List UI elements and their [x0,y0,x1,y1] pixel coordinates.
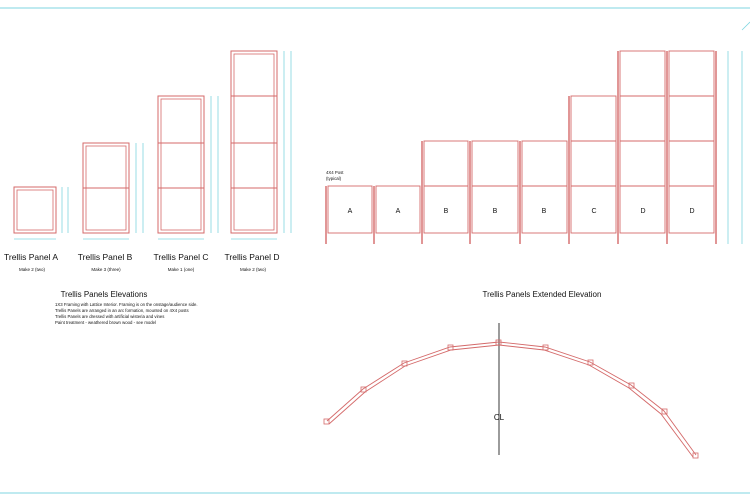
extended-title: Trellis Panels Extended Elevation [482,290,602,299]
panel-label-4: B [492,208,498,215]
elevations-note-1: 1X3 Framing with Lattice Interior. Framing is on the onstage/audience side. [55,302,198,307]
panel-label-2: A [395,208,401,215]
panel-b-qty: Make 3 (three) [91,267,121,272]
panel-label-8: D [689,208,695,215]
centerline-symbol: CL [493,413,505,422]
panel-label-1: A [347,208,353,215]
elevations-note-2: Trellis Panels are arranged in an arc formation, mounted on 4X4 posts [55,308,189,313]
panel-d-title: Trellis Panel D [224,252,280,262]
arc-plan [324,323,698,458]
panel-c-title: Trellis Panel C [153,252,209,262]
panel-a-title: Trellis Panel A [3,252,59,262]
extended-elevation [326,22,750,244]
elevations-note-4: Paint treatment - weathered brown wood - see model [55,320,157,325]
panel-label-7: D [640,208,646,215]
panel-b-elevation [83,143,143,239]
panel-c-qty: Make 1 (one) [167,267,195,272]
panel-label-5: B [541,208,547,215]
panel-d-elevation [231,51,291,239]
panel-b-title: Trellis Panel B [77,252,133,262]
panel-label-3: B [443,208,449,215]
post-note-line-1: 4X4 Post [326,170,344,175]
elevations-title: Trellis Panels Elevations [60,290,148,299]
panel-label-6: C [591,208,597,215]
panel-a-elevation [14,187,68,239]
panel-d-qty: Make 2 (two) [239,267,267,272]
panel-c-elevation [158,96,218,239]
elevations-note-3: Trellis Panels are dressed with artificial wisteria and vines [55,314,165,319]
post-note-line-2: (typical) [326,176,342,181]
panel-a-qty: Make 2 (two) [18,267,46,272]
